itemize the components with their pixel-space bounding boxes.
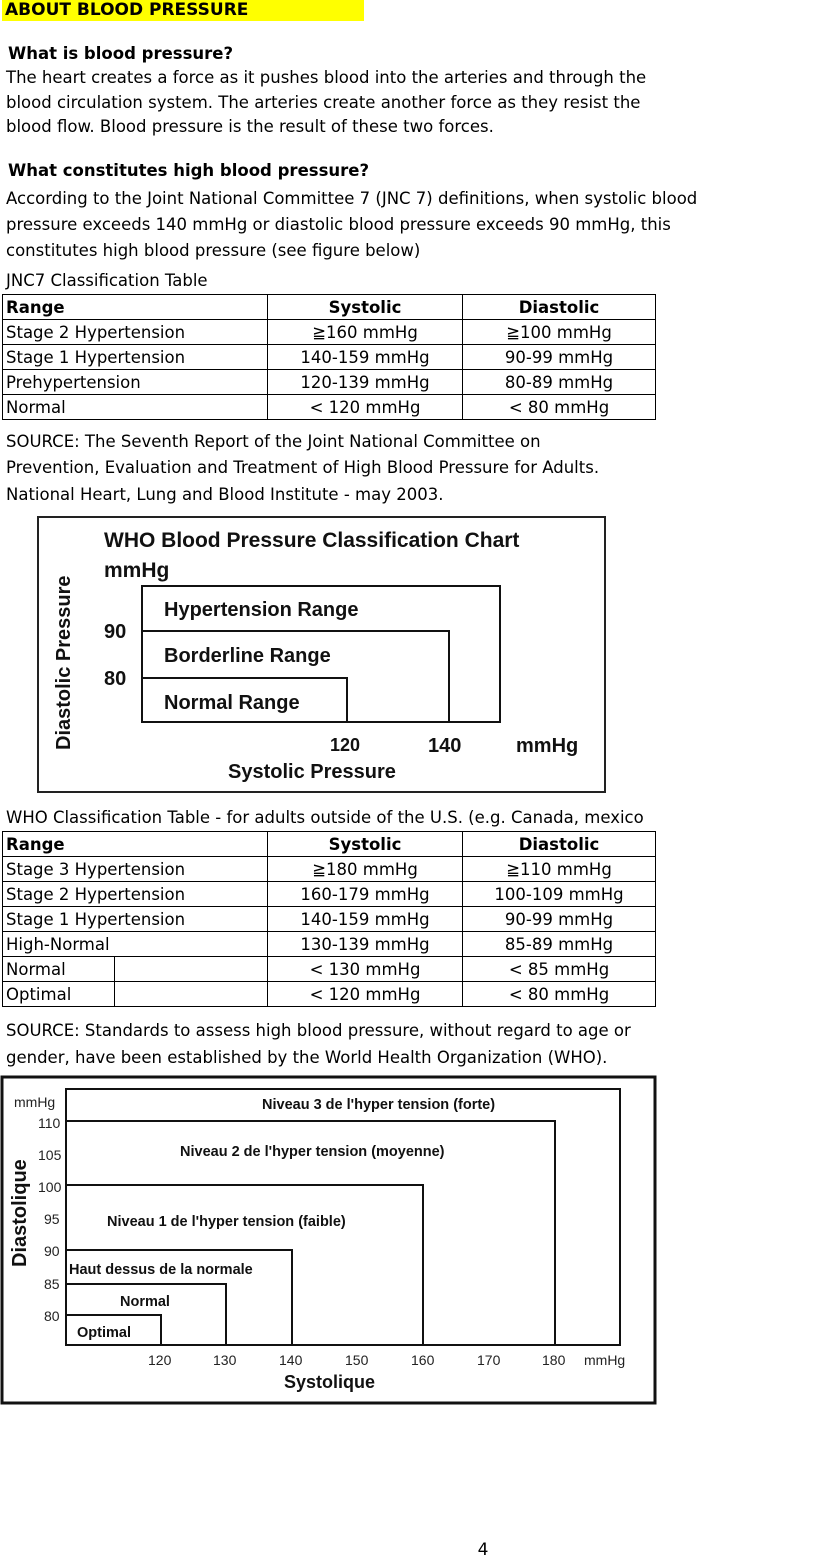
high-normal-label: Haut dessus de la normale (69, 1262, 253, 1278)
jnc7-source-3: National Heart, Lung and Blood Institute - may 2003. (6, 485, 444, 504)
table-row (3, 370, 656, 395)
cell-systolic: < 130 mmHg (268, 957, 463, 982)
cell-empty (115, 957, 268, 982)
jnc7-source-2: Prevention, Evaluation and Treatment of High Blood Pressure for Adults. (6, 458, 600, 477)
table-header-row (3, 295, 656, 320)
table-row (3, 320, 656, 345)
level-1-label: Niveau 1 de l'hyper tension (faible) (107, 1214, 346, 1230)
chart-title: WHO Blood Pressure Classification Chart (104, 529, 520, 552)
x-tick-140: 140 (279, 1352, 303, 1368)
x-unit: mmHg (516, 735, 579, 757)
cell-systolic: ≧180 mmHg (268, 857, 463, 882)
q1-line-3: blood flow. Blood pressure is the result of these two forces. (6, 117, 494, 136)
jnc7-caption: JNC7 Classification Table (6, 271, 208, 290)
cell-empty (115, 982, 268, 1007)
cell-range: Optimal (3, 982, 115, 1007)
page-number: 4 (477, 1540, 489, 1560)
q2-line-1: According to the Joint National Committee 7 (JNC 7) definitions, when systolic blood (6, 189, 698, 208)
header-range: Range (3, 832, 268, 857)
table-row (3, 395, 656, 420)
normal-range-label: Normal Range (164, 692, 300, 714)
cell-diastolic: 90-99 mmHg (463, 907, 656, 932)
table-header-row (3, 832, 656, 857)
q1-line-2: blood circulation system. The arteries create another force as they resist the (6, 93, 641, 112)
normal-label: Normal (120, 1294, 170, 1310)
y-axis-label: Diastolic Pressure (53, 575, 75, 750)
table-row (3, 907, 656, 932)
who-table-caption: WHO Classification Table - for adults outside of the U.S. (e.g. Canada, mexico (6, 808, 644, 827)
y-tick-80: 80 (104, 668, 127, 690)
y-tick-110: 110 (38, 1115, 61, 1131)
y-tick-95: 95 (44, 1211, 60, 1227)
y-tick-90: 90 (44, 1243, 60, 1259)
section-banner: ABOUT BLOOD PRESSURE (2, 0, 364, 21)
header-diastolic: Diastolic (463, 295, 656, 320)
borderline-range-label: Borderline Range (164, 645, 331, 667)
table-row (3, 932, 656, 957)
x-tick-120: 120 (330, 735, 361, 755)
y-tick-80: 80 (44, 1308, 60, 1324)
cell-diastolic: < 85 mmHg (463, 957, 656, 982)
x-tick-120: 120 (148, 1352, 172, 1368)
x-axis-label: Systolique (284, 1372, 376, 1392)
header-systolic: Systolic (268, 832, 463, 857)
table-row (3, 982, 656, 1007)
cell-diastolic: 100-109 mmHg (463, 882, 656, 907)
y-tick-100: 100 (38, 1179, 62, 1195)
cell-range: High-Normal (3, 932, 268, 957)
who-source-1: SOURCE: Standards to assess high blood pressure, without regard to age or (6, 1021, 631, 1040)
cell-range: Stage 2 Hypertension (3, 882, 268, 907)
cell-systolic: 130-139 mmHg (268, 932, 463, 957)
table-row (3, 345, 656, 370)
cell-range: Normal (3, 957, 115, 982)
jnc7-table (2, 294, 656, 420)
y-axis-label: Diastolique (9, 1159, 31, 1267)
who-table (2, 831, 656, 1007)
x-unit: mmHg (584, 1352, 626, 1368)
cell-diastolic: ≧110 mmHg (463, 857, 656, 882)
table-row (3, 957, 656, 982)
cell-range: Prehypertension (3, 370, 268, 395)
cell-range: Stage 1 Hypertension (3, 907, 268, 932)
jnc7-source-1: SOURCE: The Seventh Report of the Joint National Committee on (6, 432, 541, 451)
header-range: Range (3, 295, 268, 320)
y-tick-85: 85 (44, 1276, 60, 1292)
optimal-label: Optimal (77, 1325, 131, 1341)
cell-range: Stage 2 Hypertension (3, 320, 268, 345)
cell-range: Normal (3, 395, 268, 420)
level-3-label: Niveau 3 de l'hyper tension (forte) (262, 1097, 496, 1113)
cell-range: Stage 1 Hypertension (3, 345, 268, 370)
x-tick-150: 150 (345, 1352, 369, 1368)
cell-range: Stage 3 Hypertension (3, 857, 268, 882)
level-2-label: Niveau 2 de l'hyper tension (moyenne) (180, 1144, 445, 1160)
heading-what-is-bp: What is blood pressure? (8, 44, 234, 63)
header-systolic: Systolic (268, 295, 463, 320)
cell-diastolic: < 80 mmHg (463, 395, 656, 420)
x-tick-160: 160 (411, 1352, 435, 1368)
x-tick-180: 180 (542, 1352, 566, 1368)
q2-line-2: pressure exceeds 140 mmHg or diastolic blood pressure exceeds 90 mmHg, this (6, 215, 671, 234)
cell-systolic: < 120 mmHg (268, 395, 463, 420)
who-source-2: gender, have been established by the World Health Organization (WHO). (6, 1048, 608, 1067)
cell-diastolic: 80-89 mmHg (463, 370, 656, 395)
table-row (3, 857, 656, 882)
header-diastolic: Diastolic (463, 832, 656, 857)
x-tick-170: 170 (477, 1352, 501, 1368)
y-unit: mmHg (14, 1094, 56, 1110)
cell-systolic: ≧160 mmHg (268, 320, 463, 345)
q2-line-3: constitutes high blood pressure (see figure below) (6, 241, 421, 260)
x-tick-140: 140 (428, 735, 462, 757)
x-tick-130: 130 (213, 1352, 237, 1368)
cell-systolic: 120-139 mmHg (268, 370, 463, 395)
chart-unit: mmHg (104, 559, 170, 582)
cell-systolic: < 120 mmHg (268, 982, 463, 1007)
q1-line-1: The heart creates a force as it pushes blood into the arteries and through the (6, 68, 647, 87)
cell-diastolic: 85-89 mmHg (463, 932, 656, 957)
y-tick-105: 105 (38, 1147, 62, 1163)
x-axis-label: Systolic Pressure (228, 761, 396, 783)
table-row (3, 882, 656, 907)
cell-systolic: 160-179 mmHg (268, 882, 463, 907)
y-tick-90: 90 (104, 621, 127, 643)
heading-high-bp: What constitutes high blood pressure? (8, 161, 370, 180)
who-classification-chart (36, 515, 608, 795)
hypertension-range-label: Hypertension Range (164, 599, 359, 621)
french-hypertension-chart (0, 1075, 658, 1407)
cell-diastolic: 90-99 mmHg (463, 345, 656, 370)
cell-diastolic: < 80 mmHg (463, 982, 656, 1007)
cell-systolic: 140-159 mmHg (268, 345, 463, 370)
cell-systolic: 140-159 mmHg (268, 907, 463, 932)
cell-diastolic: ≧100 mmHg (463, 320, 656, 345)
